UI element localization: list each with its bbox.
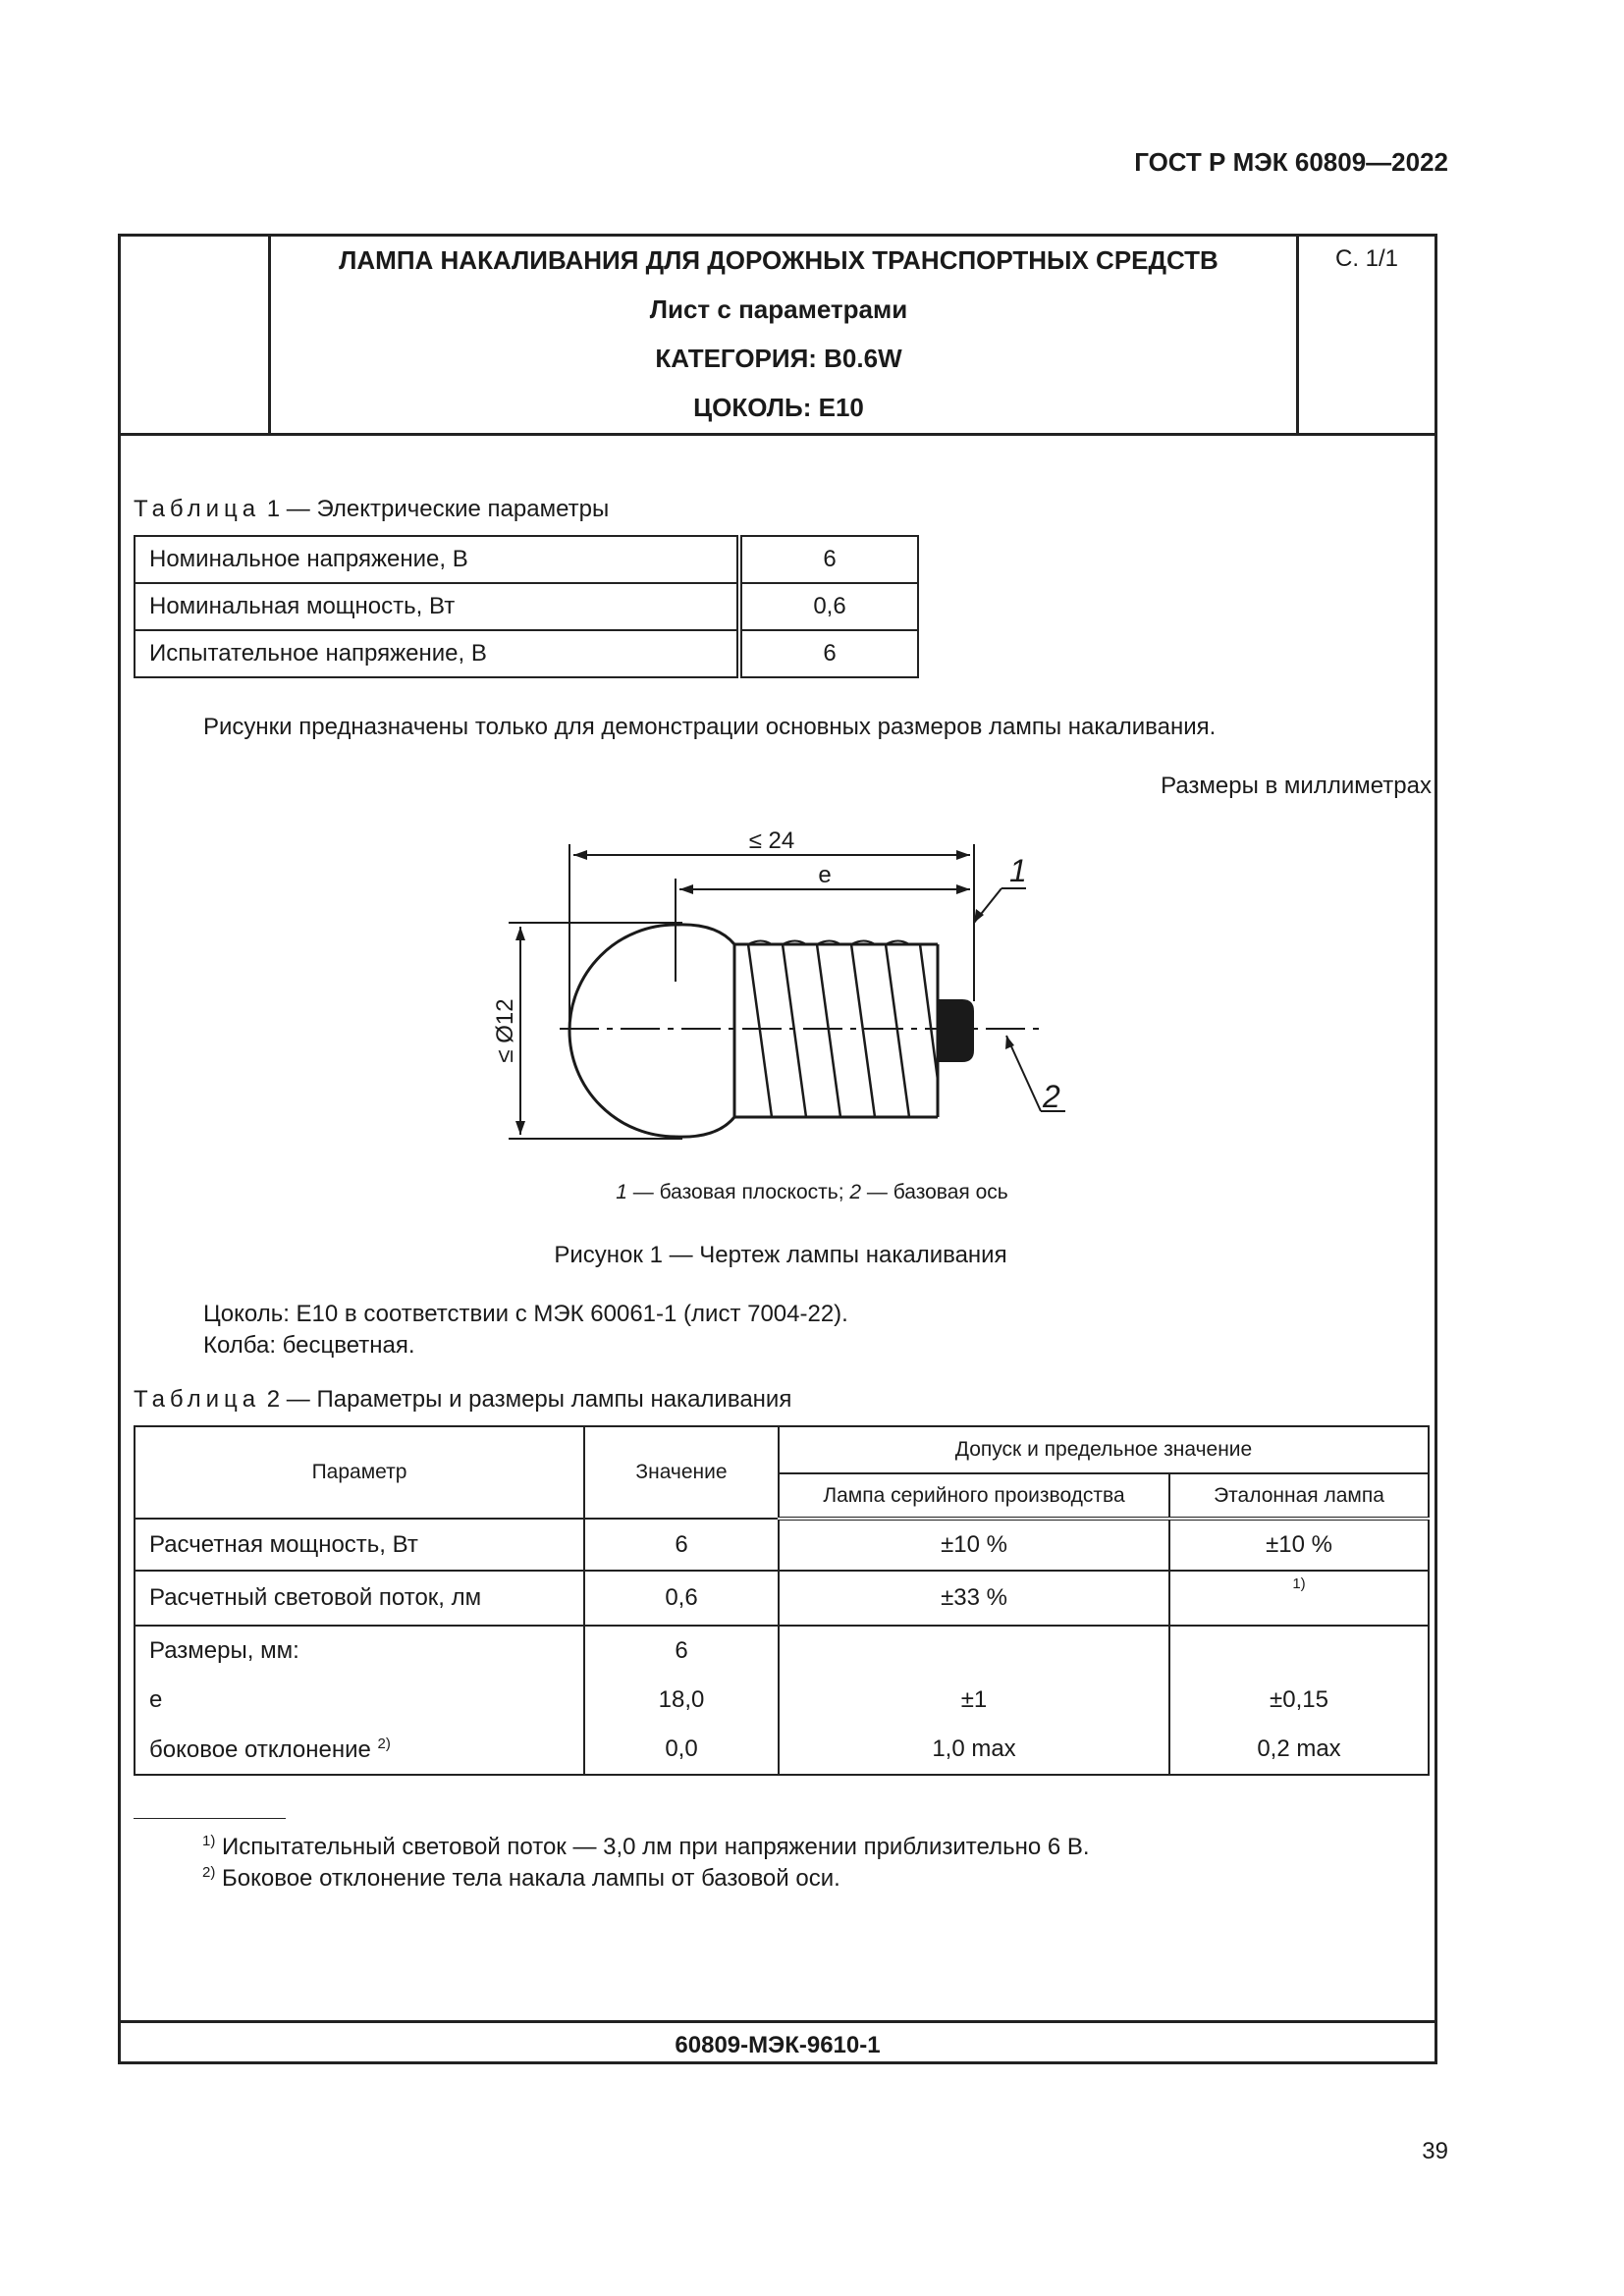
header-title: ЛАМПА НАКАЛИВАНИЯ ДЛЯ ДОРОЖНЫХ ТРАНСПОРТНЫХ СРЕДСТВ [339,245,1218,275]
cell-param: Расчетный световой поток, лм [135,1571,584,1626]
dimension-e-label: e [818,862,832,888]
table-row [135,1725,1429,1775]
cell-reference: ±10 % [1169,1519,1429,1571]
legend-num-2: 2 [849,1181,862,1203]
base-note: Цоколь: E10 в соответствии с МЭК 60061-1 (лист 7004-22). [203,1301,848,1327]
col-serial-header: Лампа серийного производства [779,1473,1169,1519]
page-number: 39 [1422,2138,1448,2164]
cell-serial: 1,0 max [779,1725,1169,1775]
cell-reference: ±0,15 [1169,1676,1429,1725]
header-category: КАТЕГОРИЯ: B0.6W [655,344,902,373]
callout-2-label: 2 [1043,1079,1060,1114]
cell-value: 0,6 [584,1571,779,1626]
cell-serial: ±1 [779,1676,1169,1725]
footnote-1 [202,1833,1090,1861]
table-cell-param: Номинальное напряжение, В [135,536,739,583]
dimension-width-label: ≤ 24 [748,828,795,854]
cell-value: 6 [584,1626,779,1676]
table2-caption-text: 2 — Параметры и размеры лампы накаливания [266,1386,792,1413]
table2-caption-label: Таблица [134,1386,261,1413]
cell-value: 6 [584,1519,779,1571]
sheet-code: 60809-МЭК-9610-1 [675,2032,881,2058]
arrow-leader-2 [1005,1036,1014,1049]
sheet-number: С. 1/1 [1334,245,1399,272]
table-cell-value: 6 [739,630,918,677]
table-row [135,1676,1429,1725]
footnote-mark: 1) [202,1833,216,1849]
cell-serial: ±33 % [779,1571,1169,1626]
col-tolerance-header: Допуск и предельное значение [779,1426,1429,1473]
legend-text-2: — базовая ось [861,1181,1008,1203]
legend-text-1: — базовая плоскость; [626,1181,850,1203]
footnote-separator [134,1818,286,1819]
table-cell-value: 0,6 [739,583,918,630]
col-value-header: Значение [584,1426,779,1519]
table-row [135,1626,1429,1676]
table-row [135,1519,1429,1571]
footnote-mark: 2) [202,1864,216,1881]
footnote-ref-2: 2) [377,1735,391,1752]
arrow-width-left [573,850,587,860]
dimension-diameter-label: ≤ Ø12 [492,998,518,1063]
cell-param: e [135,1676,584,1725]
figure-note: Рисунки предназначены только для демонстрации основных размеров лампы накаливания. [203,714,1217,740]
dimensions-note: Размеры в миллиметрах [1161,773,1432,799]
cell-value: 0,0 [584,1725,779,1775]
table-cell-value: 6 [739,536,918,583]
table-cell-param: Испытательное напряжение, В [135,630,739,677]
footnote-ref-1: 1) [1292,1575,1306,1592]
legend-num-1: 1 [616,1181,627,1203]
cell-value: 18,0 [584,1676,779,1725]
arrow-dia-bottom [515,1121,525,1135]
col-param-header: Параметр [135,1426,584,1519]
header-subtitle: Лист с параметрами [649,294,908,324]
bulb-note: Колба: бесцветная. [203,1332,415,1359]
footnote-2 [202,1864,840,1893]
footnote-text: Боковое отклонение тела накала лампы от базовой оси. [222,1865,840,1892]
figure-caption: Рисунок 1 — Чертеж лампы накаливания [554,1242,1007,1268]
cell-param: Размеры, мм: [135,1626,584,1676]
table1-caption-text: 1 — Электрические параметры [266,496,610,522]
figure-legend [0,1181,1624,1204]
bulb-neck [676,925,734,1137]
header-base: ЦОКОЛЬ: E10 [693,393,864,422]
arrow-dia-top [515,927,525,940]
lamp-parameters-table [134,1425,1430,1776]
table1-caption-label: Таблица [134,496,261,522]
callout-1-label: 1 [1009,853,1027,888]
table-header-row [135,1426,1429,1473]
cell-reference [1169,1571,1429,1626]
table-cell-param: Номинальная мощность, Вт [135,583,739,630]
table2-caption [134,1386,791,1414]
cell-serial: ±10 % [779,1519,1169,1571]
cell-param: Расчетная мощность, Вт [135,1519,584,1571]
arrow-e-right [956,884,970,894]
cell-reference: 0,2 max [1169,1725,1429,1775]
cell-serial [779,1626,1169,1676]
col-reference-header: Эталонная лампа [1169,1473,1429,1519]
table-row [135,1571,1429,1626]
cell-reference [1169,1626,1429,1676]
offset-label: боковое отклонение [149,1735,371,1763]
arrow-e-left [679,884,693,894]
base-contact [938,999,974,1062]
base-thread [748,944,938,1117]
footnote-text: Испытательный световой поток — 3,0 лм при напряжении приблизительно 6 В. [222,1834,1090,1860]
cell-param [135,1725,584,1775]
bulb-outline [569,925,676,1137]
arrow-width-right [956,850,970,860]
leader-2 [1006,1036,1041,1111]
standard-number: ГОСТ Р МЭК 60809—2022 [1134,147,1448,177]
